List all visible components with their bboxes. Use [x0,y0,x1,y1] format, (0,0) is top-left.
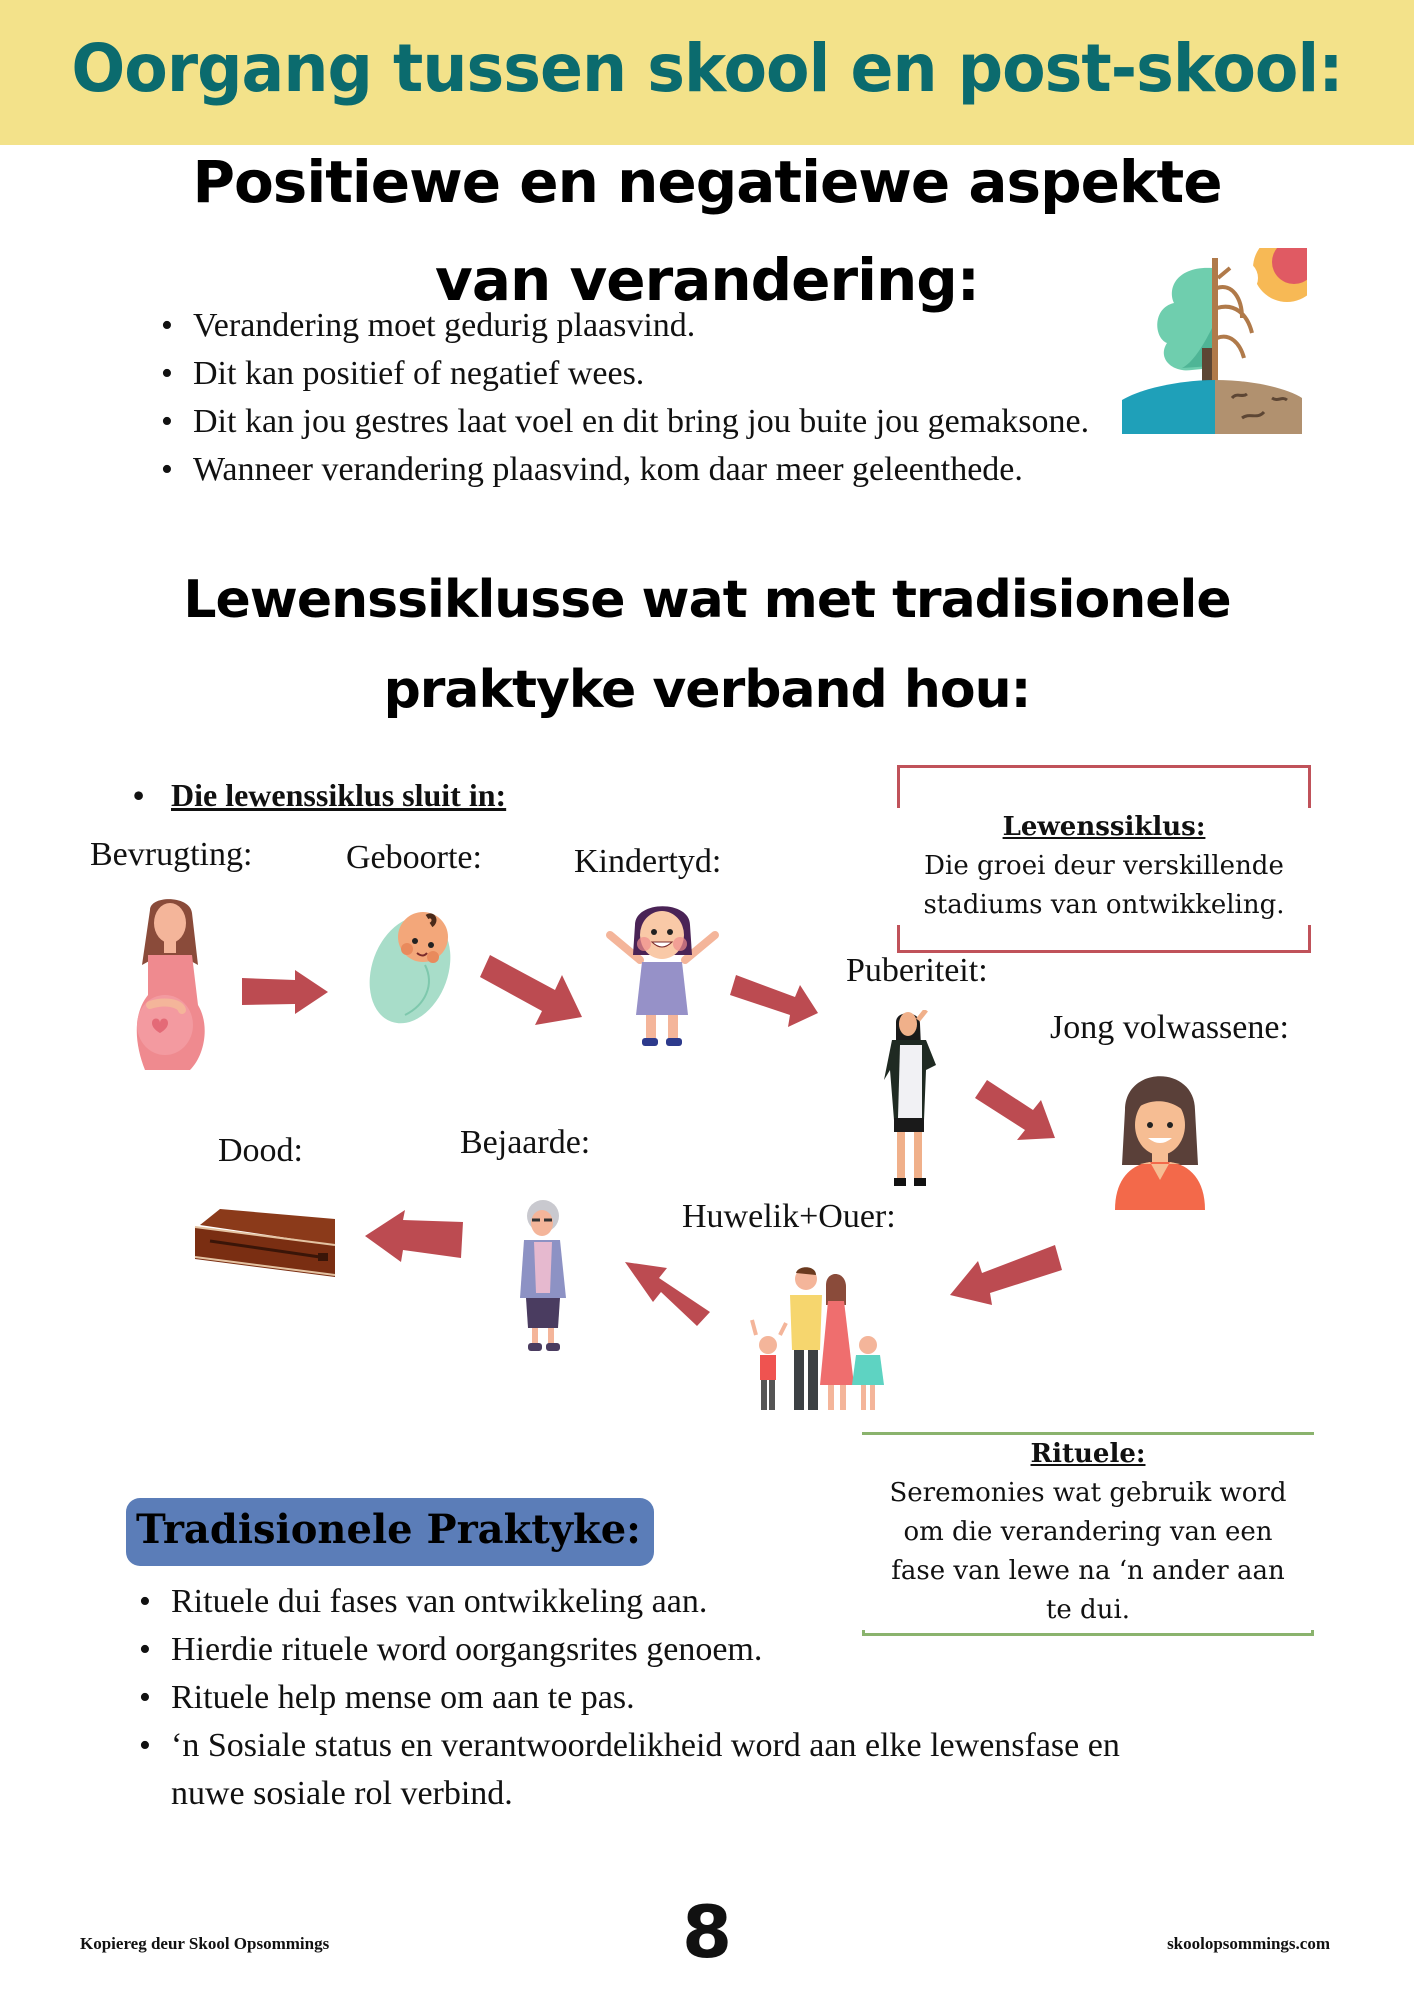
list-item: • Rituele help mense om aan te pas. [133,1674,1133,1722]
change-aspects-list [155,302,1235,494]
definition-text: Seremonies wat gebruik word [889,1478,1287,1508]
lifecycle-subheading: • Die lewenssiklus sluit in: [133,777,506,814]
stage-label-young-adult: Jong volwassene: [1050,1009,1289,1046]
section-heading-change-line2: van verandering: [435,246,979,314]
list-item: • Hierdie rituele word oorgangsrites genoem. [133,1626,1133,1674]
definition-text: Die groei deur verskillende [924,851,1284,881]
family-icon [746,1265,896,1415]
title-banner [0,0,1414,145]
section-heading-change-line1: Positiewe en negatiewe aspekte [192,148,1222,216]
young-adult-icon [1110,1070,1210,1210]
stage-label-death: Dood: [218,1132,303,1169]
section-heading-lifecycle-line1: Lewenssiklusse wat met tradisionele [183,570,1231,630]
teenager-icon [878,1010,948,1190]
arrow-puberty-to-young-adult [975,1080,1060,1142]
elderly-woman-icon [510,1198,580,1353]
definition-title: Rituele: [1030,1439,1146,1469]
definition-title: Lewenssiklus: [1002,812,1206,842]
stage-label-elderly: Bejaarde: [460,1124,591,1161]
page-title: Oorgang tussen skool en post-skool: [71,30,1343,107]
stage-label-birth: Geboorte: [346,839,482,876]
definition-text: te dui. [1045,1595,1131,1625]
page-number: 8 [681,1890,733,1974]
arrow-childhood-to-puberty [730,975,820,1030]
stage-label-puberty: Puberiteit: [846,952,988,989]
arrow-young-adult-to-family [950,1245,1062,1307]
lifecycle-definition-box [897,765,1311,953]
definition-text: fase van lewe na ‘n ander aan [891,1556,1285,1586]
pregnant-woman-icon [120,895,220,1070]
list-item: • Verandering moet gedurig plaasvind. [155,302,1235,350]
stage-label-conception: Bevrugting: [90,836,253,873]
definition-text: om die verandering van een [903,1517,1273,1547]
section-heading-lifecycle-line2: praktyke verband hou: [383,660,1031,720]
list-item: • Rituele dui fases van ontwikkeling aan. [133,1578,1133,1626]
list-item: • ‘n Sosiale status en verantwoordelikheid word aan elke lewensfase en nuwe sosiale rol verbind. [133,1722,1131,1818]
arrow-family-to-elderly [625,1262,710,1327]
website-link[interactable]: skoolopsommings.com [1167,1934,1330,1953]
copyright-text: Kopiereg deur Skool Opsommings [80,1934,330,1953]
child-icon [600,900,725,1050]
coffin-icon [190,1205,340,1281]
traditional-practices-heading: Tradisionele Praktyke: [126,1498,654,1566]
arrow-birth-to-childhood [480,955,585,1027]
swaddled-baby-icon [365,905,460,1025]
list-item: • Wanneer verandering plaasvind, kom daar meer geleenthede. [155,446,1235,494]
list-item: • Dit kan positief of negatief wees. [155,350,1235,398]
stage-label-childhood: Kindertyd: [574,843,722,880]
stage-label-marriage-parent: Huwelik+Ouer: [682,1198,896,1235]
list-item: • Dit kan jou gestres laat voel en dit bring jou buite jou gemaksone. [155,398,1093,446]
arrow-elderly-to-death [365,1210,465,1262]
definition-text: stadiums van ontwikkeling. [923,890,1285,920]
arrow-conception-to-birth [240,970,330,1015]
traditional-practices-list [133,1578,1133,1818]
